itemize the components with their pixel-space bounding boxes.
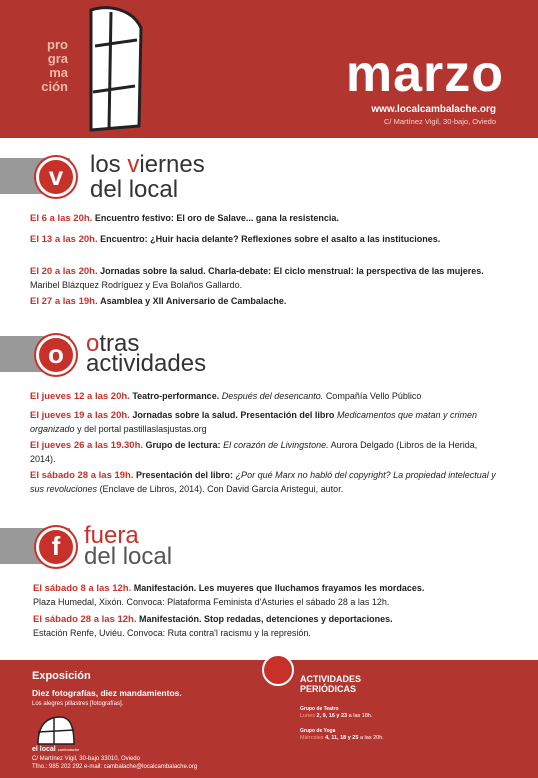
yoga-label: Grupo de Yoga — [300, 728, 336, 734]
event-otras-2: El jueves 19 a las 20h. Jornadas sobre la salud. Presentación del libro Medicamentos que matan y crimen organizado y del portal pastillaslasjustas.org — [30, 410, 477, 434]
event-viernes-2: El 13 a las 20h. Encuentro: ¿Huir hacia delante? Reflexiones sobre el asalto a las instituciones. — [30, 234, 441, 245]
logo-shape — [85, 6, 145, 134]
logo-text: el local cambalache — [32, 746, 80, 753]
section-title-otras: otras — [86, 330, 140, 357]
event-otras-3: El jueves 26 a las 19.30h. Grupo de lectura: El corazón de Livingstone. Aurora Delgado (Libros de la Herida, 2014). — [30, 440, 478, 464]
header-banner — [0, 0, 538, 138]
f-icon: f — [36, 527, 76, 567]
periodic-title: ACTIVIDADES PERIÓDICAS — [300, 674, 362, 694]
section-title-fuera: fuera — [84, 522, 139, 549]
periodic-circle-icon — [262, 654, 294, 686]
section-subtitle-otras: actividades — [86, 350, 207, 377]
v-icon: v — [36, 157, 76, 197]
section-title-viernes: los viernes — [90, 151, 205, 178]
expo-subtitle-2: Los alegres pillastres [fotografías]. — [32, 701, 124, 707]
teatro-schedule: Lunes 2, 9, 16 y 23 a las 18h. — [300, 713, 373, 719]
event-viernes-1: El 6 a las 20h. Encuentro festivo: El oro de Salave... gana la resistencia. — [30, 213, 339, 224]
event-viernes-4: El 27 a las 19h. Asamblea y XII Aniversario de Cambalache. — [30, 296, 287, 307]
footer-address: C/ Martínez Vigil, 30-bajo 33010, Oviedo — [32, 756, 140, 762]
footer-banner — [0, 660, 538, 778]
event-viernes-3: El 20 a las 20h. Jornadas sobre la salud. Charla-debate: El ciclo menstrual: la perspectiva de las mujeres. Maribel Blázquez Rodríguez y Eva Bolaños Gallardo. — [30, 266, 484, 290]
expo-title: Exposición — [32, 670, 91, 682]
section-subtitle-viernes: del local — [90, 176, 179, 203]
footer-contact[interactable]: Tfno.: 985 202 292 e-mail: cambalache@localcambalache.org — [32, 764, 198, 770]
event-otras-1: El jueves 12 a las 20h. Teatro-performance. Después del desencanto. Compañía Vello Público — [30, 391, 422, 402]
teatro-label: Grupo de Teatro — [300, 706, 339, 712]
o-icon: o — [36, 335, 76, 375]
address: C/ Martínez Vigil, 30-bajo, Oviedo — [384, 117, 496, 126]
programacion-label: pro gra ma ción — [41, 37, 68, 94]
local-logo-icon — [34, 714, 76, 746]
website-link[interactable]: www.localcambalache.org — [371, 104, 496, 115]
event-otras-4: El sábado 28 a las 19h. Presentación del libro: ¿Por qué Marx no habló del copyright? La propiedad intelectual y sus revoluciones (Enclave de Libros, 2014). Con David García Aristegui, autor. — [30, 470, 496, 494]
event-fuera-2: El sábado 28 a las 12h. Manifestación. Stop redadas, detenciones y deportaciones. Estación Renfe, Uviéu. Convoca: Ruta contra'l racismu y la represión. — [33, 614, 393, 638]
yoga-schedule: Miércoles 4, 11, 18 y 25 a las 20h. — [300, 735, 384, 741]
month-title: marzo — [345, 45, 504, 103]
section-subtitle-fuera: del local — [84, 543, 173, 570]
expo-subtitle: Diez fotografías, diez mandamientos. — [32, 688, 182, 698]
event-fuera-1: El sábado 8 a las 12h. Manifestación. Les muyeres que lluchamos frayamos les mordaces. Plaza Humedal, Xixón. Convoca: Plataforma Feminista d'Asturies el sábado 28 a las 12h. — [33, 583, 425, 607]
